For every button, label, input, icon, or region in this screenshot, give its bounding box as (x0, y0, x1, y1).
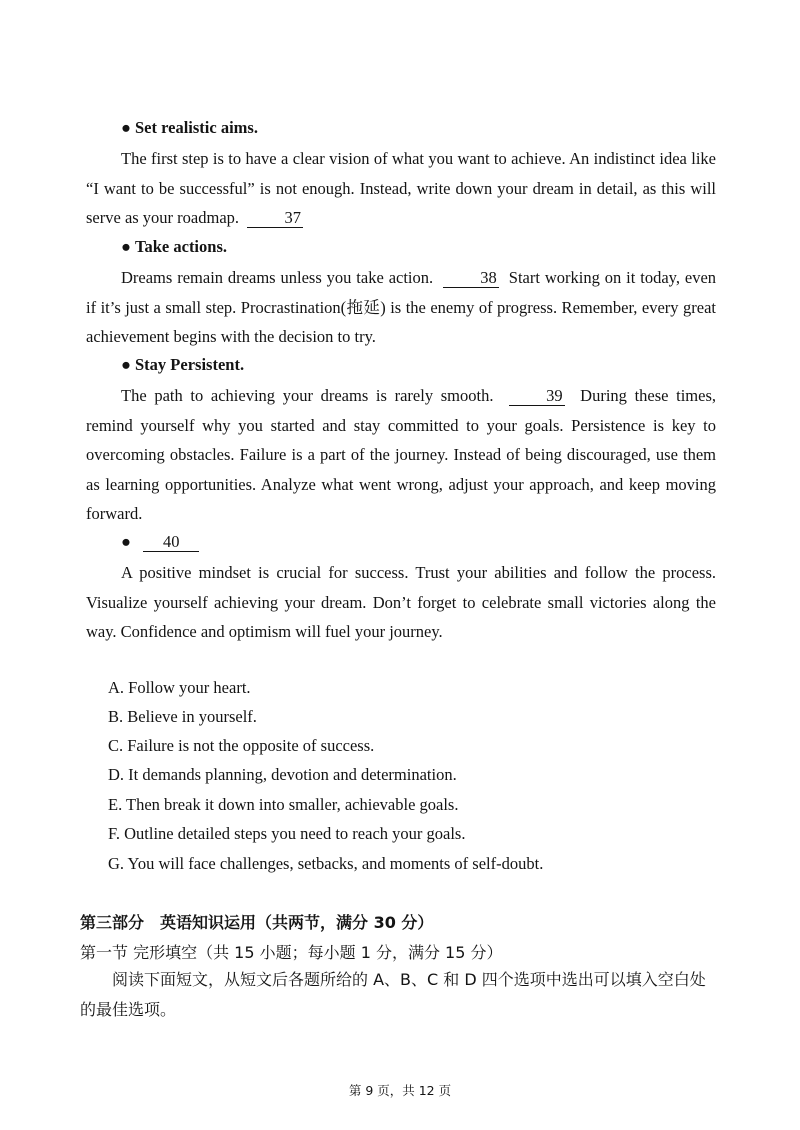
part3-section1: 第一节 完形填空（共 15 小题；每小题 1 分，满分 15 分） (80, 943, 503, 962)
paragraph-text-end: During these times, remind yourself why you started and stay committed to your goals. Persistence is key to overcoming obstacles. Failure is a part of the journey. Instead of being discouraged, use them as learning opportunities. Analyze what went wrong, adjust your approach, and keep moving forward. (86, 386, 717, 523)
part3-title: 第三部分 英语知识运用（共两节，满分 30 分） (80, 913, 434, 932)
page-footer: 第 9 页，共 12 页 (348, 1083, 452, 1098)
paragraph-text: A positive mindset is crucial for success. Trust your abilities and follow the process. Visualize yourself achieving your dream. Don’t forget to celebrate small victories along the way. Confidence and optimism will fuel your journey. (86, 563, 716, 641)
bullet-icon: ● (121, 118, 131, 137)
heading-text: Stay Persistent. (135, 355, 245, 374)
bullet-icon: ● (121, 532, 131, 551)
section-paragraph-stay-persistent (86, 381, 716, 529)
part3-instruction: 阅读下面短文，从短文后各题所给的 A、B、C 和 D 四个选项中选出可以填入空白处的最佳选项。 (80, 970, 706, 1019)
heading-text: Take actions. (135, 237, 227, 256)
bullet-icon: ● (121, 237, 131, 256)
section-heading-40 (121, 532, 199, 552)
paragraph-text: The path to achieving your dreams is rarely smooth. (121, 386, 494, 405)
answer-blank-37: 37 (247, 209, 303, 228)
section-paragraph-take-actions (86, 263, 716, 352)
option-g: G. You will face challenges, setbacks, and moments of self-doubt. (108, 854, 544, 873)
option-f: F. Outline detailed steps you need to reach your goals. (108, 824, 466, 843)
section-heading-stay-persistent (121, 355, 244, 375)
option-e: E. Then break it down into smaller, achievable goals. (108, 795, 459, 814)
option-a: A. Follow your heart. (108, 678, 251, 697)
heading-text: Set realistic aims. (135, 118, 258, 137)
section-heading-realistic-aims (121, 118, 258, 138)
option-b: B. Believe in yourself. (108, 707, 257, 726)
option-c: C. Failure is not the opposite of success. (108, 736, 375, 755)
answer-blank-38: 38 (443, 269, 499, 288)
option-d: D. It demands planning, devotion and determination. (108, 765, 457, 784)
section-heading-take-actions (121, 237, 227, 257)
bullet-icon: ● (121, 355, 131, 374)
paragraph-text-end: Start working on it today, even if it’s just a small step. Procrastination(拖延) is the enemy of progress. Remember, every great achievement begins with the decision to try. (86, 268, 717, 346)
section-paragraph-realistic-aims (86, 144, 716, 233)
section-paragraph-positive-mindset (86, 558, 716, 647)
answer-blank-39: 39 (509, 387, 565, 406)
paragraph-text: The first step is to have a clear vision of what you want to achieve. An indistinct idea like “I want to be successful” is not enough. Instead, write down your dream in detail, as this will serve as your roadmap. (86, 149, 716, 227)
answer-blank-40: 40 (143, 533, 199, 552)
paragraph-text: Dreams remain dreams unless you take action. (121, 268, 434, 287)
